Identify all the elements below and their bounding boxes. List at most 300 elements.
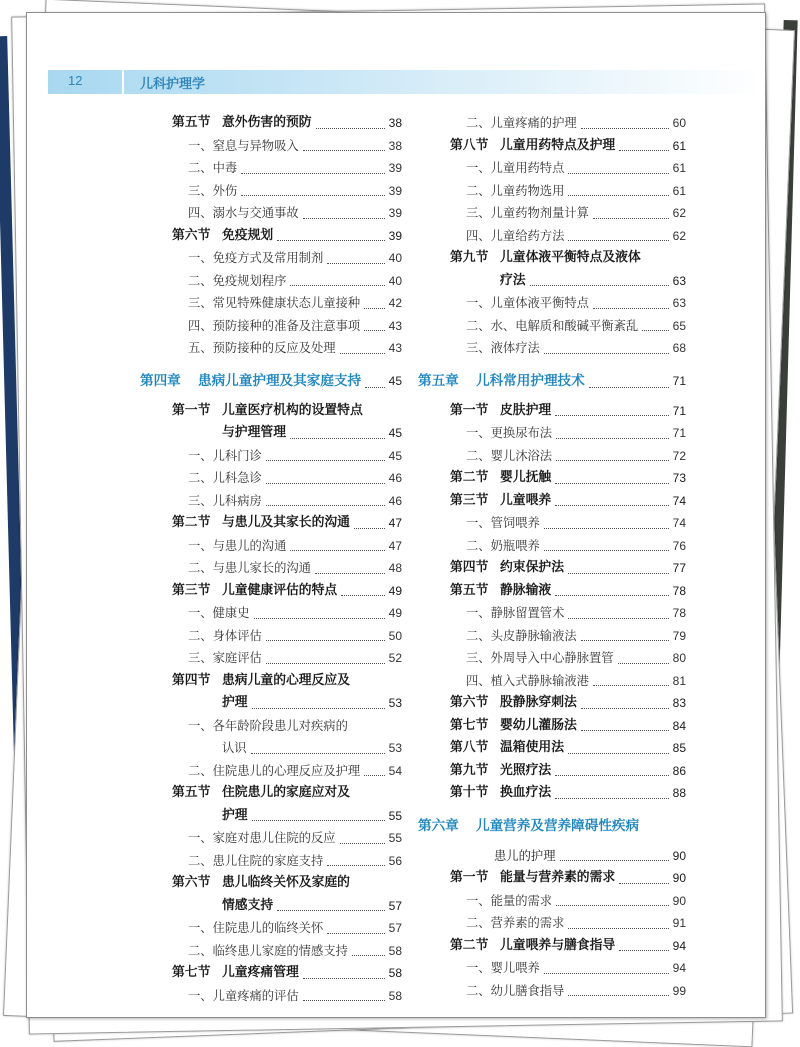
toc-chapter-entry[interactable]	[418, 813, 686, 839]
toc-entry-page: 55	[388, 831, 402, 845]
toc-entry-page: 94	[672, 961, 686, 975]
toc-entry-page: 61	[672, 183, 686, 198]
toc-entry-title: 一、免疫方式及常用制剂	[188, 251, 324, 265]
toc-entry-title: 一、静脉留置管术	[466, 606, 565, 620]
toc-section-entry[interactable]	[418, 135, 686, 158]
toc-section-entry[interactable]	[140, 962, 402, 985]
toc-section-entry[interactable]	[418, 400, 686, 423]
toc-entry-title: 与患儿及其家长的沟通	[222, 515, 350, 530]
toc-entry-page: 45	[388, 373, 402, 388]
toc-entry-number: 第九节	[450, 762, 489, 778]
toc-section-entry[interactable]	[140, 805, 402, 828]
toc-entry-title: 二、婴儿沐浴法	[466, 448, 553, 463]
toc-subsection-entry[interactable]	[418, 535, 686, 558]
toc-entry-number: 第一节	[450, 870, 489, 885]
toc-entry-page: 84	[672, 718, 686, 733]
toc-section-entry[interactable]	[418, 935, 686, 958]
toc-entry-page: 65	[672, 318, 686, 333]
toc-entry-title: 儿童喂养	[500, 492, 552, 508]
toc-subsection-entry[interactable]	[418, 980, 686, 1003]
toc-entry-number: 第八节	[450, 137, 489, 153]
toc-entry-page: 42	[388, 296, 402, 310]
book-title: 儿科护理学	[140, 77, 206, 92]
dot-leader	[581, 640, 669, 641]
toc-entry-title: 儿童用药特点及护理	[500, 137, 616, 153]
toc-subsection-entry[interactable]	[140, 737, 402, 760]
toc-entry-title: 儿科常用护理技术	[476, 372, 585, 389]
toc-subsection-entry[interactable]	[418, 512, 686, 535]
toc-entry-page: 52	[388, 651, 402, 665]
toc-subsection-entry[interactable]	[140, 490, 402, 513]
toc-entry-page: 76	[672, 538, 686, 553]
toc-entry-title: 约束保护法	[500, 560, 564, 575]
toc-entry-number: 第七节	[172, 965, 211, 980]
toc-entry-page: 61	[672, 138, 686, 153]
toc-entry-page: 39	[388, 206, 402, 220]
toc-entry-title: 一、能量的需求	[466, 893, 553, 908]
toc-subsection-entry[interactable]	[418, 292, 686, 315]
dot-leader	[581, 128, 669, 129]
toc-entry-title: 儿童医疗机构的设置特点	[222, 402, 363, 418]
toc-entry-title: 静脉输液	[500, 582, 552, 598]
toc-entry-title: 儿童喂养与膳食指导	[500, 937, 616, 953]
toc-section-entry[interactable]	[140, 782, 402, 805]
toc-subsection-entry[interactable]	[418, 625, 686, 648]
toc-section-entry[interactable]	[140, 872, 402, 895]
dot-leader	[568, 928, 668, 929]
toc-subsection-entry[interactable]	[140, 247, 402, 270]
toc-entry-page: 49	[388, 583, 402, 598]
toc-entry-number: 第十节	[450, 785, 489, 800]
toc-subsection-entry[interactable]	[418, 202, 686, 225]
toc-entry-page: 85	[672, 741, 686, 755]
dot-leader	[241, 195, 384, 196]
toc-entry-page: 43	[388, 341, 402, 355]
toc-subsection-entry[interactable]	[418, 337, 686, 360]
toc-subsection-entry[interactable]	[140, 135, 402, 158]
toc-subsection-entry[interactable]	[140, 985, 402, 1008]
toc-subsection-entry[interactable]	[418, 112, 686, 135]
toc-entry-page: 71	[672, 403, 686, 418]
toc-entry-page: 83	[672, 696, 686, 710]
dot-leader	[560, 860, 669, 861]
dot-leader	[341, 595, 384, 596]
toc-entry-page: 46	[388, 493, 402, 508]
toc-subsection-entry[interactable]	[140, 940, 402, 963]
toc-entry-title: 护理	[222, 695, 248, 710]
dot-leader	[340, 843, 385, 844]
toc-entry-title: 婴幼儿灌肠法	[500, 717, 577, 733]
toc-section-entry[interactable]	[140, 512, 402, 535]
dot-leader	[593, 308, 669, 309]
toc-entry-page: 74	[672, 493, 686, 508]
dot-leader	[530, 285, 669, 286]
toc-entry-title: 一、更换尿布法	[466, 426, 553, 440]
dot-leader	[364, 330, 384, 331]
toc-entry-title: 二、中毒	[188, 161, 238, 175]
toc-entry-title: 换血疗法	[500, 785, 552, 800]
toc-entry-page: 47	[388, 538, 402, 553]
toc-entry-title: 二、水、电解质和酸碱平衡紊乱	[466, 318, 639, 333]
toc-left-column	[140, 112, 402, 1007]
toc-entry-page: 77	[672, 561, 686, 575]
toc-entry-title: 二、与患儿家长的沟通	[188, 561, 311, 575]
toc-entry-title: 一、儿童体液平衡特点	[466, 296, 589, 310]
toc-entry-title: 一、管饲喂养	[466, 516, 540, 530]
toc-entry-title: 一、住院患儿的临终关怀	[188, 921, 324, 935]
toc-subsection-entry[interactable]	[418, 890, 686, 913]
dot-leader	[555, 798, 668, 799]
toc-entry-page: 74	[672, 516, 686, 530]
toc-entry-title: 一、窒息与异物吸入	[188, 138, 299, 153]
toc-section-entry[interactable]	[140, 422, 402, 445]
toc-entry-page: 53	[388, 741, 402, 755]
toc-entry-page: 39	[388, 228, 402, 243]
toc-entry-page: 68	[672, 341, 686, 355]
dot-leader	[354, 528, 385, 529]
toc-entry-title: 免疫规划	[222, 227, 274, 243]
dot-leader	[581, 730, 669, 731]
dot-leader	[266, 663, 385, 664]
toc-entry-title: 光照疗法	[500, 762, 552, 778]
toc-subsection-entry[interactable]	[418, 670, 686, 693]
toc-entry-title: 儿童疼痛管理	[222, 965, 299, 980]
toc-entry-title: 住院患儿的家庭应对及	[222, 785, 350, 800]
toc-subsection-entry[interactable]	[140, 535, 402, 558]
dot-leader	[254, 618, 385, 619]
toc-entry-title: 皮肤护理	[500, 402, 552, 418]
toc-entry-page: 54	[388, 763, 402, 778]
toc-entry-number: 第四节	[450, 560, 489, 575]
toc-entry-title: 温箱使用法	[500, 740, 564, 755]
toc-section-entry[interactable]	[140, 692, 402, 715]
toc-entry-page: 71	[672, 426, 686, 440]
toc-section-entry[interactable]	[418, 867, 686, 890]
toc-entry-page: 39	[388, 161, 402, 175]
dot-leader	[555, 595, 668, 596]
dot-leader	[290, 285, 384, 286]
toc-entry-title: 一、各年龄阶段患儿对疾病的	[188, 718, 348, 733]
toc-entry-page: 58	[388, 943, 402, 958]
dot-leader	[327, 933, 384, 934]
toc-section-entry[interactable]	[418, 270, 686, 293]
toc-section-entry[interactable]	[418, 760, 686, 783]
toc-subsection-entry[interactable]	[418, 422, 686, 445]
toc-section-entry[interactable]	[140, 670, 402, 693]
toc-subsection-entry[interactable]	[140, 180, 402, 203]
dot-leader	[556, 460, 669, 461]
toc-entry-number: 第二节	[450, 470, 489, 485]
toc-entry-title: 患儿的护理	[494, 848, 556, 863]
toc-section-entry[interactable]	[418, 467, 686, 490]
toc-entry-title: 一、儿童疼痛的评估	[188, 988, 299, 1003]
toc-entry-title: 三、儿童药物剂量计算	[466, 206, 589, 220]
toc-subsection-entry[interactable]	[418, 957, 686, 980]
toc-entry-page: 38	[388, 116, 402, 130]
toc-subsection-entry[interactable]	[140, 557, 402, 580]
dot-leader	[556, 905, 669, 906]
toc-entry-page: 57	[388, 921, 402, 935]
toc-subsection-entry[interactable]	[140, 445, 402, 468]
toc-entry-title: 二、儿科急诊	[188, 471, 262, 485]
toc-entry-page: 90	[672, 893, 686, 908]
toc-subsection-entry[interactable]	[140, 202, 402, 225]
header-divider	[122, 70, 124, 94]
toc-entry-number: 第五节	[172, 115, 211, 130]
toc-entry-page: 40	[388, 273, 402, 288]
toc-chapter-entry[interactable]	[418, 368, 686, 394]
toc-subsection-entry[interactable]	[418, 315, 686, 338]
dot-leader	[252, 820, 385, 821]
toc-entry-number: 第三节	[450, 492, 489, 508]
toc-subsection-entry[interactable]	[140, 827, 402, 850]
dot-leader	[266, 460, 385, 461]
dot-leader	[303, 978, 385, 979]
running-header	[48, 70, 764, 94]
dot-leader	[593, 685, 669, 686]
toc-subsection-entry[interactable]	[418, 180, 686, 203]
toc-entry-page: 53	[388, 696, 402, 710]
toc-entry-title: 认识	[222, 741, 247, 755]
toc-entry-title: 二、幼儿膳食指导	[466, 983, 565, 998]
dot-leader	[277, 240, 384, 241]
toc-entry-title: 一、与患儿的沟通	[188, 538, 287, 553]
toc-entry-title: 四、溺水与交通事故	[188, 206, 299, 220]
toc-entry-number: 第九节	[450, 250, 489, 265]
dot-leader	[555, 775, 668, 776]
toc-section-entry[interactable]	[418, 737, 686, 760]
dot-leader	[303, 150, 385, 151]
toc-entry-title: 三、常见特殊健康状态儿童接种	[188, 296, 361, 310]
toc-entry-title: 二、住院患儿的心理反应及护理	[188, 763, 361, 778]
toc-subsection-entry[interactable]	[140, 602, 402, 625]
toc-entry-number: 第二节	[172, 515, 211, 530]
toc-section-entry[interactable]	[418, 692, 686, 715]
toc-entry-page: 88	[672, 786, 686, 800]
toc-subsection-entry[interactable]	[418, 602, 686, 625]
toc-section-entry[interactable]	[418, 247, 686, 270]
toc-subsection-entry[interactable]	[140, 917, 402, 940]
toc-entry-page: 56	[388, 853, 402, 868]
toc-entry-number: 第五节	[172, 785, 211, 800]
toc-section-entry[interactable]	[140, 400, 402, 423]
toc-subsection-entry[interactable]	[140, 292, 402, 315]
dot-leader	[555, 505, 668, 506]
toc-entry-number: 第八节	[450, 740, 489, 755]
toc-entry-page: 43	[388, 318, 402, 333]
toc-entry-title: 患儿临终关怀及家庭的	[222, 875, 350, 890]
dot-leader	[544, 353, 669, 354]
toc-entry-number: 第四节	[172, 672, 211, 688]
toc-entry-page: 81	[672, 673, 686, 688]
toc-entry-page: 60	[672, 116, 686, 130]
dot-leader	[327, 865, 384, 866]
dot-leader	[290, 438, 385, 439]
toc-entry-page: 94	[672, 938, 686, 953]
toc-entry-page: 90	[672, 848, 686, 863]
toc-entry-number: 第二节	[450, 937, 489, 953]
toc-entry-page: 45	[388, 448, 402, 463]
toc-subsection-entry[interactable]	[418, 912, 686, 935]
toc-entry-page: 45	[388, 426, 402, 440]
toc-entry-page: 38	[388, 138, 402, 153]
toc-entry-title: 婴儿抚触	[500, 470, 552, 485]
toc-entry-page: 79	[672, 628, 686, 643]
dot-leader	[303, 218, 385, 219]
toc-section-entry[interactable]	[418, 782, 686, 805]
toc-entry-title: 二、儿童疼痛的护理	[466, 116, 577, 130]
dot-leader	[568, 573, 669, 574]
dot-leader	[252, 708, 385, 709]
page-number: 12	[68, 73, 83, 88]
toc-entry-title: 能量与营养素的需求	[500, 870, 616, 885]
toc-entry-page: 73	[672, 471, 686, 485]
dot-leader	[544, 973, 669, 974]
dot-leader	[315, 573, 385, 574]
dot-leader	[364, 775, 384, 776]
dot-leader	[327, 263, 384, 264]
toc-section-entry[interactable]	[140, 895, 402, 918]
dot-leader	[340, 353, 385, 354]
toc-entry-page: 48	[388, 561, 402, 575]
dot-leader	[642, 330, 668, 331]
toc-entry-number: 第三节	[172, 582, 211, 598]
dot-leader	[568, 753, 669, 754]
toc-entry-page: 63	[672, 296, 686, 310]
dot-leader	[593, 218, 669, 219]
toc-entry-page: 39	[388, 183, 402, 198]
toc-subsection-entry[interactable]	[140, 760, 402, 783]
toc-entry-title: 一、儿科门诊	[188, 448, 262, 463]
toc-entry-page: 72	[672, 448, 686, 463]
dot-leader	[303, 1000, 385, 1001]
toc-subsection-entry[interactable]	[418, 225, 686, 248]
dot-leader	[581, 708, 669, 709]
toc-section-entry[interactable]	[418, 580, 686, 603]
toc-chapter-entry[interactable]	[418, 845, 686, 868]
toc-entry-title: 二、奶瓶喂养	[466, 538, 540, 553]
toc-entry-title: 儿童体液平衡特点及液体	[500, 250, 641, 265]
toc-entry-number: 第四章	[140, 372, 181, 389]
toc-entry-page: 55	[388, 808, 402, 823]
toc-section-entry[interactable]	[418, 557, 686, 580]
toc-subsection-entry[interactable]	[140, 315, 402, 338]
toc-entry-title: 二、身体评估	[188, 628, 262, 643]
dot-leader	[365, 387, 385, 388]
toc-subsection-entry[interactable]	[140, 467, 402, 490]
dot-leader	[555, 415, 668, 416]
toc-entry-title: 五、预防接种的反应及处理	[188, 341, 336, 355]
toc-subsection-entry[interactable]	[418, 647, 686, 670]
toc-entry-title: 与护理管理	[222, 425, 286, 440]
toc-entry-page: 47	[388, 516, 402, 530]
toc-entry-title: 一、健康史	[188, 606, 250, 620]
toc-entry-page: 71	[672, 373, 686, 388]
toc-entry-page: 78	[672, 606, 686, 620]
toc-entry-title: 护理	[222, 807, 248, 823]
dot-leader	[266, 640, 385, 641]
toc-entry-title: 儿童营养及营养障碍性疾病	[476, 817, 640, 834]
toc-entry-page: 80	[672, 651, 686, 665]
toc-entry-number: 第六章	[418, 817, 459, 834]
toc-entry-title: 二、患儿住院的家庭支持	[188, 853, 324, 868]
toc-subsection-entry[interactable]	[140, 625, 402, 648]
toc-entry-number: 第五节	[450, 582, 489, 598]
dot-leader	[568, 173, 668, 174]
toc-entry-title: 二、儿童药物选用	[466, 183, 565, 198]
toc-subsection-entry[interactable]	[418, 157, 686, 180]
dot-leader	[619, 150, 668, 151]
toc-entry-page: 46	[388, 471, 402, 485]
toc-entry-number: 第一节	[172, 402, 211, 418]
toc-entry-page: 57	[388, 898, 402, 913]
dot-leader	[316, 128, 385, 129]
toc-entry-title: 一、家庭对患儿住院的反应	[188, 831, 336, 845]
dot-leader	[290, 550, 384, 551]
toc-entry-number: 第六节	[172, 875, 211, 890]
toc-entry-title: 情感支持	[222, 897, 274, 913]
toc-entry-title: 儿童健康评估的特点	[222, 582, 338, 598]
toc-section-entry[interactable]	[140, 112, 402, 135]
toc-entry-title: 意外伤害的预防	[222, 115, 312, 130]
toc-subsection-entry[interactable]	[140, 157, 402, 180]
toc-entry-page: 63	[672, 273, 686, 288]
toc-entry-title: 三、外伤	[188, 183, 238, 198]
toc-entry-title: 二、临终患儿家庭的情感支持	[188, 943, 348, 958]
toc-subsection-entry[interactable]	[140, 647, 402, 670]
toc-entry-title: 三、儿科病房	[188, 493, 262, 508]
toc-entry-title: 二、营养素的需求	[466, 916, 565, 930]
dot-leader	[555, 483, 668, 484]
toc-entry-number: 第六节	[172, 227, 211, 243]
toc-section-entry[interactable]	[418, 715, 686, 738]
dot-leader	[589, 387, 669, 388]
toc-entry-page: 58	[388, 988, 402, 1003]
toc-entry-page: 50	[388, 628, 402, 643]
toc-entry-number: 第七节	[450, 717, 489, 733]
toc-right-column	[418, 112, 686, 1002]
toc-section-entry[interactable]	[140, 580, 402, 603]
toc-entry-page: 78	[672, 583, 686, 598]
toc-entry-page: 49	[388, 606, 402, 620]
toc-entry-title: 三、外周导入中心静脉置管	[466, 651, 614, 665]
toc-entry-page: 99	[672, 983, 686, 998]
toc-chapter-entry[interactable]	[140, 368, 402, 394]
toc-entry-title: 二、免疫规划程序	[188, 273, 287, 288]
toc-entry-page: 62	[672, 228, 686, 243]
toc-entry-page: 62	[672, 206, 686, 220]
toc-subsection-entry[interactable]	[140, 715, 402, 738]
toc-entry-number: 第五章	[418, 372, 459, 389]
dot-leader	[266, 505, 385, 506]
toc-subsection-entry[interactable]	[140, 337, 402, 360]
toc-entry-title: 二、头皮静脉输液法	[466, 628, 577, 643]
toc-entry-number: 第六节	[450, 695, 489, 710]
dot-leader	[568, 618, 668, 619]
dot-leader	[364, 308, 384, 309]
toc-subsection-entry[interactable]	[140, 850, 402, 873]
dot-leader	[352, 955, 385, 956]
dot-leader	[251, 753, 385, 754]
dot-leader	[544, 528, 669, 529]
toc-subsection-entry[interactable]	[418, 445, 686, 468]
toc-subsection-entry[interactable]	[140, 270, 402, 293]
toc-entry-title: 一、儿童用药特点	[466, 161, 565, 175]
toc-section-entry[interactable]	[140, 225, 402, 248]
toc-entry-page: 40	[388, 251, 402, 265]
toc-entry-title: 三、家庭评估	[188, 651, 262, 665]
toc-section-entry[interactable]	[418, 490, 686, 513]
